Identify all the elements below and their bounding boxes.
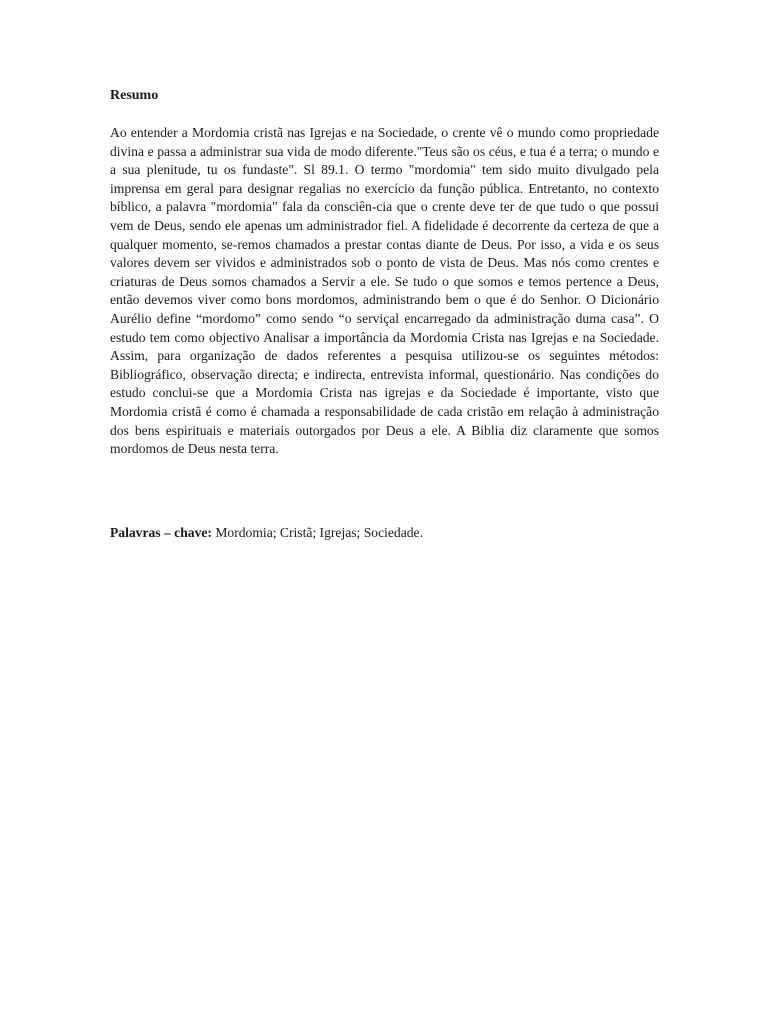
keywords-line [110,524,659,542]
abstract-paragraph: Ao entender a Mordomia cristã nas Igrejas e na Sociedade, o crente vê o mundo como propriedade divina e passa a administrar sua vida de modo diferente."Teus são os céus, e tua é a terra; o mundo e a sua plenitude, tu os fundaste". Sl 89.1. O termo "mordomia" tem sido muito divulgado pela imprensa em geral para designar regalias no exercício da função pública. Entretanto, no contexto bíblico, a palavra "mordomia" fala da consciên-cia que o crente deve ter de que tudo o que possui vem de Deus, sendo ele apenas um administrador fiel. A fidelidade é decorrente da certeza de que a qualquer momento, se-remos chamados a prestar contas diante de Deus. Por isso, a vida e os seus valores devem ser vividos e administrados sob o ponto de vista de Deus. Mas nós como crentes e criaturas de Deus somos chamados a Servir a ele. Se tudo o que somos e temos pertence a Deus, então devemos viver como bons mordomos, administrando bem o que é do Senhor. O Dicionário Aurélio define “mordomo” como sendo “o serviçal encarregado da administração duma casa”. O estudo tem como objectivo Analisar a importância da Mordomia Crista nas Igrejas e na Sociedade. Assim, para organização de dados referentes a pesquisa utilizou-se os seguintes métodos: Bibliográfico, observação directa; e indirecta, entrevista informal, questionário. Nas condições do estudo conclui-se que a Mordomia Crista nas igrejas e da Sociedade é importante, visto que Mordomia cristã é como é chamada a responsabilidade de cada cristão em relação à administração dos bens espirituais e materiais outorgados por Deus a ele. A Biblia diz claramente que somos mordomos de Deus nesta terra. [110,125,659,457]
keywords-label: Palavras – chave: [110,525,212,540]
keywords-value: Mordomia; Cristã; Igrejas; Sociedade. [215,525,423,540]
section-heading: Resumo [110,88,159,103]
